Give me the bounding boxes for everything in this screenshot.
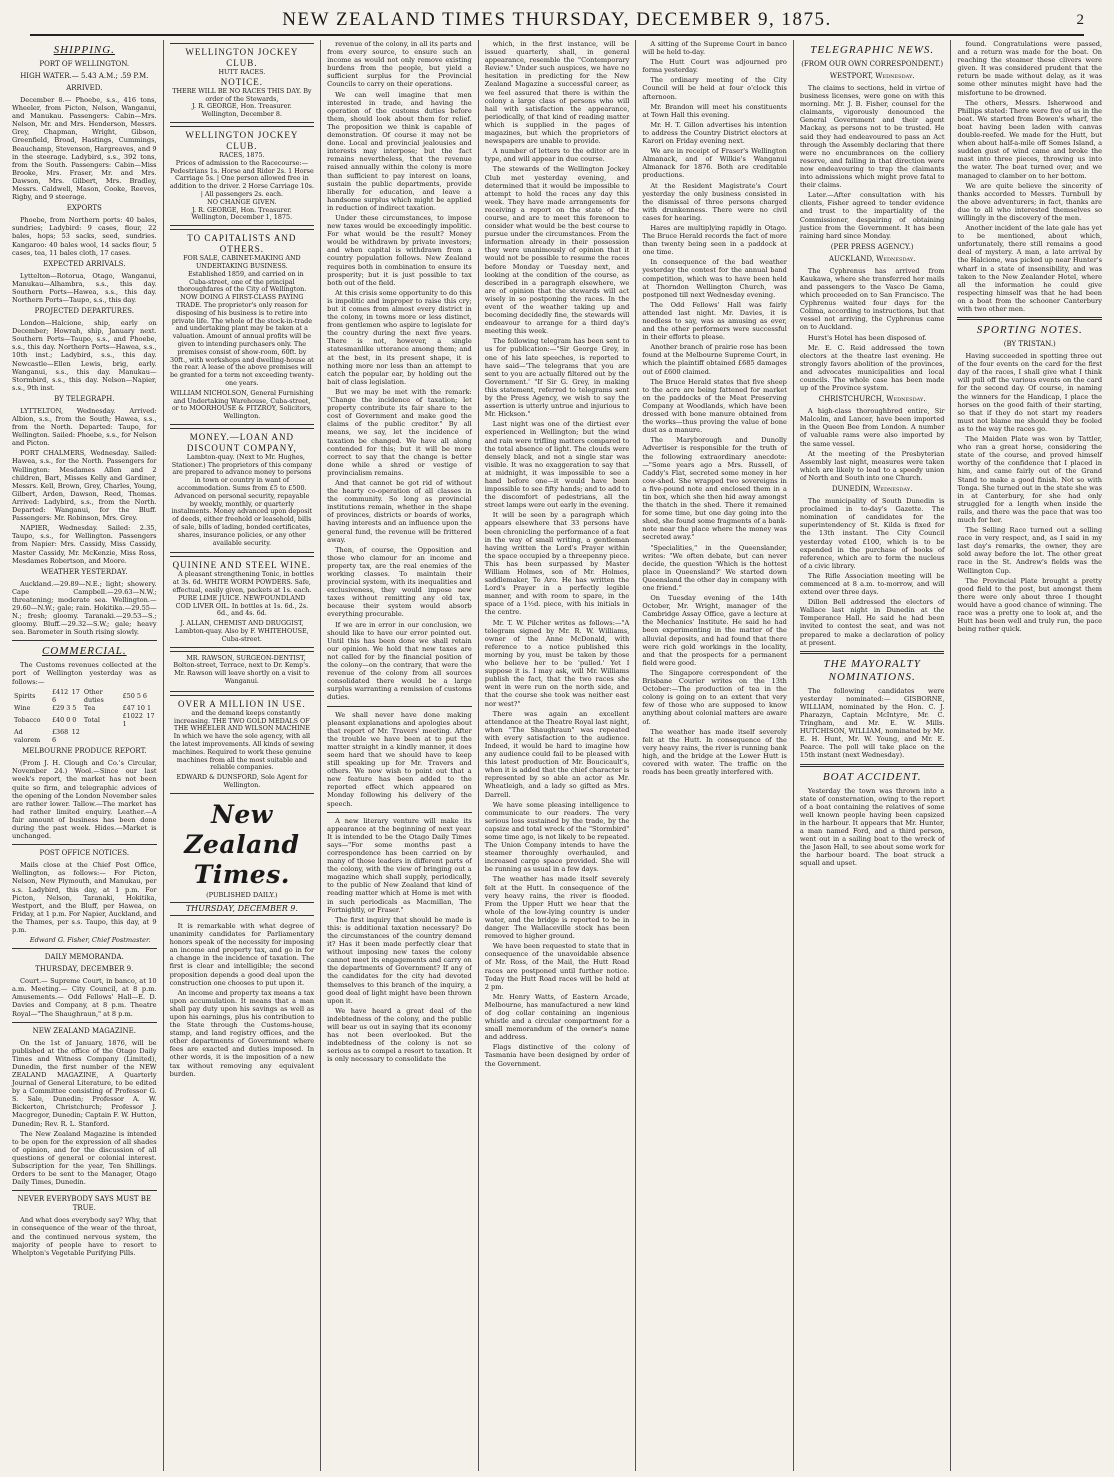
news-paragraph: The Singapore correspondent of the Brisbane Courier writes on the 13th October:—The production of tea in the colony is going on to an extent that very few of those who are supposed to know anything about colonial matters are aware of.	[642, 668, 787, 726]
news-paragraph: There was again an excellent attendance at the Theatre Royal last night, when "The Shaughraun" was repeated with every satisfaction to the audience. Indeed, it would be hard to imagine how any audience could fail to be pleased with this latest production of Mr. Boucicault's, when it is added that the chief character is represented by so able an actor as Mr. Wheatleigh, and a lady so gifted as Mrs. Darrell.	[484, 709, 630, 799]
ad-date: Wellington, December 1, 1875.	[191, 213, 293, 222]
table-cell: £412 17 6	[51, 687, 80, 704]
news-paragraph: A sitting of the Supreme Court in banco will be held to-day.	[642, 40, 787, 57]
ad-heading: WELLINGTON JOCKEY CLUB.	[185, 47, 299, 68]
table-cell: Other duties	[83, 687, 104, 704]
ad-body: and the demand keeps constantly increasing. THE TWO GOLD MEDALS OF THE WHEELER AND WILSON MACHINE In which we have the sole agency, with all the latest improvements. All kinds of sewing machines. Required to work these genuine machines from all the most suitable and reliable companies.	[169, 708, 314, 772]
news-paragraph: The stewards of the Wellington Jockey Club met yesterday evening, and determined that it would be impossible to attempt to hold the races any day this week. They have made arrangements for receiving a report on the state of the course, and are to meet this forenoon to consider what would be the best course to pursue under the circumstances. From the information already in their possession they were unanimously of opinion that it would not be possible to resume the races before Monday or Tuesday next, and looking at the condition of the course, as described in a paragraph elsewhere, we are of opinion that the stewards will act wisely in so postponing the races. In the event of the weather taking up and becoming decidedly fine, the stewards will endeavour to arrange for a third day's meeting this week.	[484, 165, 630, 336]
expected-text: Lyttelton—Rotorua, Otago, Wanganui, Manukau—Alhambra, s.s., this day. Southern Ports—Hawea, s.s., this day. Northern Ports—Taupo, s.s., this day.	[12, 271, 157, 304]
ad-subheading: RACES, 1875.	[219, 150, 265, 159]
columns	[6, 40, 1108, 1471]
news-paragraph: At the meeting of the Presbyterian Assembly last night, measures were taken which are likely to lead to a speedy union of North and South into one Church.	[799, 449, 945, 482]
divider	[800, 651, 945, 654]
news-paragraph: We are in receipt of Fraser's Wellington Almanack, and of Wilkie's Wanganui Almanack for 1876. Both are creditable productions.	[642, 147, 787, 180]
published-note: (PUBLISHED DAILY.)	[206, 890, 278, 899]
column-2	[164, 40, 322, 1471]
news-paragraph: Hurst's Hotel has been disposed of.	[807, 333, 927, 342]
boat-accident-heading: BOAT ACCIDENT.	[822, 770, 922, 783]
leader-paragraph: And that cannot be got rid of without the hearty co-operation of all classes in the community. So long as provincial institutions remain, whether in the shape of provinces, districts or boards of works, having interests and an influence upon the general fund, the revenue will be frittered away.	[327, 478, 472, 544]
page-number: 2	[1076, 11, 1084, 28]
magazine-heading: NEW ZEALAND MAGAZINE.	[32, 1026, 136, 1035]
leader-paragraph: Then, of course, the Opposition and those who clamour for an income and property tax, are the real enemies of the working classes. To maintain their provincial system, with its inequalities and exclusiveness, they would impose new taxes without remitting any old tax, because their system would absorb everything procurable.	[327, 545, 472, 619]
leader-paragraph: revenue of the colony, in all its parts and from every source, to ensure such an income as would not only remove existing burdens from the people, but yield a sufficient surplus for the Provincial Councils to carry on their operations.	[327, 40, 472, 89]
table-row	[12, 704, 157, 712]
news-paragraph: Mr. Brandon will meet his constituents at Town Hall this evening.	[642, 102, 787, 119]
news-paragraph: Flags distinctive of the colony of Tasmania have been designed by order of the Government.	[484, 1043, 630, 1068]
dentist-ad	[170, 651, 315, 692]
weather-heading: WEATHER YESTERDAY.	[41, 567, 128, 576]
high-water: HIGH WATER.— 5.43 A.M.; .59 P.M.	[20, 72, 149, 80]
table-cell: Wine	[14, 703, 31, 712]
news-paragraph: Mr. H. T. Gillon advertises his intention to address the Country District electors at Karori on Friday evening next.	[642, 120, 787, 146]
news-paragraph: The Cyphrenus has arrived from Kaukawa, where she transferred her mails and passengers to the Vasco De Gama, which proceeded on to San Francisco. The Cyphrenus waited four days for the Colima, according to instructions, but that vessel not arriving, the Cyphrenus came on to Auckland.	[799, 266, 945, 332]
news-paragraph: The Provincial Plate brought a pretty good field to the post, but amongst them there were only about three I thought would have a good chance of winning. The race was a pretty one to look at, and the Hutt has been well and truly run, the pace being rather quick.	[957, 576, 1103, 634]
news-paragraph: On Tuesday evening of the 14th October, Mr. Wright, manager of the Cambridge Assay Office, gave a lecture at the Mechanics' Institute. He said he had been experimenting in the matter of the alluvial deposits, and had found that there were rich gold workings in the locality, and that the prospects for a permanent field were good.	[642, 594, 787, 667]
table-row	[12, 688, 157, 704]
ad-heading: TO CAPITALISTS AND OTHERS.	[187, 233, 297, 255]
divider	[327, 812, 472, 813]
jockey-club-races	[170, 126, 315, 226]
table-cell: £368 12 6	[51, 728, 80, 745]
news-paragraph: The following candidates were yesterday nominated:— GISBORNE, WILLIAM, nominated by the Hon. C. J. Pharazyn, Captain McIntyre, Mr. C. Tringham, and Mr. E. W. Mills. HUTCHISON, WILLIAM, nominated by Mr. E. H. Hunt, Mr. W. Young, and Mr. E. Pearce. The poll will take place on the 15th instant (next Wednesday).	[799, 686, 945, 760]
column-5	[636, 40, 794, 1471]
memo-date: THURSDAY, DECEMBER 9.	[35, 965, 134, 974]
ad-heading: OVER A MILLION IN USE.	[177, 698, 306, 709]
table-cell: Spirits	[14, 691, 36, 700]
divider	[800, 764, 945, 767]
sewing-machine-ad	[170, 695, 315, 794]
leader-paragraph: We shall never have done making pleasant explanations and apologies about that report of Mr. Travers' meeting. After the trouble we have been at to put the matter straight in a kindly manner, it does seem hard that we should have to keep still speaking up for Mr. Travers and others. We now wish to point out that a new feature has been added to the reported effect which appeared on Monday following his delivery of the speech.	[327, 710, 472, 808]
divider	[12, 1190, 157, 1191]
news-paragraph: In consequence of the bad weather yesterday the contest for the annual band competition, which was to have been held at Thorndon Wellington Church, was postponed till next Wednesday evening.	[642, 258, 787, 299]
news-paragraph: The Odd Fellows' Hall was fairly attended last night. Mr. Davies, it is needless to say, was as amusing as ever, and the other performers were successful in their efforts to please.	[642, 300, 787, 342]
magazine-text-2: The New Zealand Magazine is intended to be open for the expression of all shades of opinion, and for the discussion of all questions of general or colonial interest. Subscription for the year, Ten Shillings. Orders to be sent to the Manager, Otago Daily Times, Dunedin.	[12, 1129, 157, 1187]
truth-text: And what does everybody say? Why, that in consequence of the wear of the throat, and the continued nervous system, the majority of people have to resort to Whelpton's Vegetable Purifying Pills.	[12, 1216, 157, 1257]
ad-notice: NOTICE.	[220, 76, 263, 87]
produce-heading: MELBOURNE PRODUCE REPORT.	[22, 747, 147, 756]
shipping-heading: SHIPPING.	[53, 44, 115, 56]
ad-body: Prices of admission to the Racecourse:— Pedestrians 1s. Horse and Rider 2s. 1 Horse Carriage 5s. | One person allowed free in addition to the driver. 2 Horse Carriage 10s. | All passengers 2s. each.	[169, 158, 314, 198]
news-paragraph: Another branch of prairie rose has been found at the Melbourne Supreme Court, in which the plaintiff obtained £685 damages out of £600 claimed.	[642, 343, 787, 376]
ad-heading: MONEY.—LOAN AND DISCOUNT COMPANY,	[186, 431, 297, 453]
leader-paragraph: Under these circumstances, to impose new taxes would be exceedingly impolitic. For what would be the result? Money would be withdrawn by private investors; and when capital is withdrawn from a country population follows. New Zealand requires both in combination to ensure its prosperity; but it is just possible to tax both out of the field.	[327, 213, 472, 287]
news-paragraph: The claims to sections, held in virtue of business licenses, were gone on with this morning. Mr. J. B. Fisher, counsel for the claimants, vigorously denounced the General Government and their agent Mackay, as persons not to be trusted. He said they had endeavoured to pass an Act through the Assembly declaring that there were no encumbrances on the colliery reserve, and failing in that direction were now endeavouring to trap the claimants into admissions which might prove fatal to their claims.	[799, 84, 945, 190]
news-paragraph: The Maiden Plate was won by Tattler, who ran a great horse, considering the state of the course, and proved himself worthy of the confidence that I placed in him, and came fairly out of the Grand Stand to make a good finish. Not so with Tonga. She turned out in the state she was in at Canterbury, for she had only struggled for a length when inside the rails, and there was the pace that was too much for her.	[957, 435, 1103, 524]
news-paragraph: The weather has made itself severely felt at the Hutt. In consequence of the very heavy rains, the river is running bank high, and the bridge at the Lower Hutt is covered with water. The traffic on the roads has been greatly interfered with.	[642, 727, 787, 777]
arrived-text: December 8.— Phoebe, s.s., 416 tons, Wheeler, from Picton, Nelson, Wanganui, and Manukau. Passengers: Cabin—Mrs. Nelson, Mr. and Mrs. Henderson, Messrs. Grey, Chapman, Wright, Gibson, Greenfield, Broad, Hastings, Cummings, Beauchamp, Stevenson, Hargreaves, and 9 in the steerage. Ladybird, s.s., 392 tons, from the South. Passengers: Cabin—Miss Brooke, Mrs. Fraser, Mr. and Mrs. Dawson, Mrs. Gilbert, Mrs. Bradley, Messrs. Caldwell, Mason, Cooke, Reeves, Rigby, and 9 steerage.	[12, 96, 157, 202]
ad-body: Established 1859, and carried on in Cuba-street, one of the principal thoroughfares of the City of Wellington. NOW DOING A FIRST-CLASS PAYING TRADE. The proprietor's only reason for disposing of his business is to retire into private life. The whole of the stock-in-trade and undertaking plant may be taken at a valuation. Amount of annual profits will be given to intending purchasers only. The premises consist of show-room, 60ft. by 30ft., with workshops and dwelling-house at the rear. A lease of the above premises will be granted for a term not exceeding twenty-one years.	[169, 269, 314, 387]
table-cell: £1022 17 1	[122, 711, 155, 728]
napier-text: NAPIER, Wednesday. Sailed: 2.35, Taupo, s.s., for Wellington. Passengers from Napier: Mrs. Cassidy, Miss Cassidy, Master Cassidy, Mr. McKenzie, Miss Ross, Mesdames Robertson, and Moore.	[12, 524, 157, 565]
post-heading: POST OFFICE NOTICES.	[39, 849, 130, 858]
memo-heading: DAILY MEMORANDA.	[44, 953, 124, 962]
table-cell	[82, 728, 121, 744]
news-paragraph: We have some pleasing intelligence to communicate to our readers. The very serious loss sustained by the trade, by the capsize and total wreck of the "Stormbird" some time ago, is not likely to be repeated. The Union Company intends to have the steamer thoroughly overhauled, and increased cargo space provided. She will be running as usual in a few days.	[484, 800, 630, 874]
commercial-heading: COMMERCIAL.	[41, 645, 127, 658]
ad-signoff: J. R. GEORGE, Hon. Treasurer.	[191, 102, 292, 111]
news-paragraph: At the Resident Magistrate's Court yesterday the only business consisted in the dismissal of three persons charged with drunkenness. There were no civil cases for hearing.	[642, 181, 787, 222]
sporting-subheading: (BY TRISTAN.)	[1003, 340, 1056, 349]
table-cell	[121, 728, 157, 744]
ad-subheading: FOR SALE, CABINET-MAKING AND UNDERTAKING BUSINESS.	[183, 254, 301, 270]
leader-paragraph: At this crisis some opportunity to do this is impolitic and improper to raise this cry; but it comes from almost every district in the colony, in towns more or less distinct, from gentlemen who aspire to legislate for the country during the next five years. There is not, however, a single statesmanlike utterance among them; and at the best, in its present shape, it is nothing more nor less than an attempt to catch the popular ear, by holding out the bait of class legislation.	[327, 288, 472, 386]
commercial-text: The Customs revenues collected at the port of Wellington yesterday was as follows:—	[12, 661, 157, 686]
table-cell: £47 10 1	[122, 703, 152, 712]
customs-table	[12, 688, 157, 745]
divider	[12, 640, 157, 641]
table-cell: £50 5 6	[122, 691, 147, 700]
capitalists-ad	[170, 229, 315, 425]
memo-text: Court.— Supreme Court, in banco, at 10 a.m. Meeting.— City Council, at 8 p.m. Amusements.— Odd Fellows' Hall—E. D. Davies and Company, at 8 p.m. Theatre Royal—"The Shaughraun," at 8 p.m.	[12, 977, 157, 1018]
weather-text: Auckland.—29.89—N.E.; light; showery. Cape Campbell.—29.63—N.W.; threatening; moderate sea. Wellington.—29.60—N.W.; gale; rain. Hokitika.—29.55—N.; fresh; gloomy. Taranaki.—29.53—S.; gloomy. Bluff.—29.32—S.W.; gale; heavy sea. Barometer in South rising slowly.	[12, 579, 157, 637]
money-loan-ad	[170, 428, 315, 554]
news-paragraph: The Bruce Herald states that five sheep to the acre are being fattened for market on the paddocks of the Meat Preserving Company at Woodlands, which have been dressed with bone manure obtained from the works—thus proving the value of bone dust as a manure.	[642, 377, 787, 435]
news-paragraph: The following telegram has been sent to us for publication:—"Sir George Grey, in one of his late speeches, is reported to have said—'The telegrams that you are sent to you are actually filtered out by the Government.' "If Sir G. Grey, in making this statement, referred to telegrams sent by the Press Agency, we wish to say the assertion is utterly untrue and injurious to Mr. Hickson."	[484, 337, 630, 419]
news-paragraph: Having succeeded in spotting three out of the four events on the card for the first day of the races, I shall give what I think will pull off the various events on the card for the second day. Of course, in naming the winners for the Handicap, I place the horses on the good faith of their starting, so that if they do not start my readers must not blame me should they be fooled as to the way the races go.	[957, 352, 1103, 433]
port-heading: PORT OF WELLINGTON.	[39, 60, 130, 68]
masthead-title: NEW ZEALAND TIMES THURSDAY, DECEMBER 9, 1875.	[282, 9, 832, 30]
post-text: Mails close at the Chief Post Office, Wellington, as follows:— For Picton, Nelson, New Plymouth, and Manukau, per s.s. Ladybird, this day, at 1 p.m. For Picton, Nelson, Taranaki, Hokitika, Westport, and the Bluff, per Hawea, on Friday, at 1 p.m. For Napier, Auckland, and the Thames, per s.s. Taupo, this day, at 9 p.m.	[12, 861, 157, 934]
leader-paragraph: An income and property tax means a tax upon accumulation. It means that a man shall pay duty upon his savings as well as upon his earnings, plus his contribution to the State through the Customs-house, stamp, and land registry offices, and the other departments of Government where fees are exacted and duties imposed. In other words, it is the imposition of a new tax without removing any equivalent burden.	[169, 988, 315, 1078]
news-paragraph: The municipality of South Dunedin is proclaimed in to-day's Gazette. The nomination of candidates for the superintendency of St. Kilda is fixed for the 13th instant. The City Council yesterday voted £100, which is to be expended in the purchase of books of reference, which are to form the nucleus of a civic library.	[799, 497, 945, 570]
table-cell: Total	[83, 715, 100, 724]
table-cell: Tea	[83, 703, 96, 712]
ad-heading: QUININE AND STEEL WINE.	[172, 560, 312, 571]
news-paragraph: We have been requested to state that in consequence of the unavoidable absence of Mr. Ross, of the Mail, the Hutt Road races are postponed until further notice. Today the Hutt Road races will be held at 2 pm.	[484, 942, 630, 991]
news-paragraph: The Rifle Association meeting will be commenced at 8 a.m. to-morrow, and will extend over three days.	[799, 571, 945, 597]
magazine-text: On the 1st of January, 1876, will be published at the office of the Otago Daily Times and Witness Company (Limited), Dunedin, the first number of the NEW ZEALAND MAGAZINE, A Quarterly Journal of General Literature, to be edited by a Committee consisting of Professor G. S. Sale, Dunedin; Professor A. W. Bickerton, Christchurch; Professor J. Macgregor, Dunedin; Captain F. W. Hutton, Dunedin; Rev. R. L. Stanford.	[12, 1038, 157, 1128]
quinine-ad	[170, 556, 315, 647]
news-paragraph: Mr. E. C. Reid addressed the town electors at the theatre last evening. He strongly favors abolition of the provinces, and advocates municipalities and local councils. The whole case has been made up of the Province system.	[799, 343, 945, 393]
news-paragraph: We are quite believe the sincerity of thanks accorded to Messrs. Turnbull by the above adventurers; in fact, thanks are due to all who interested themselves so willingly in the discovery of the men.	[957, 181, 1103, 222]
telegraphic-subheading: (FROM OUR OWN CORRESPONDENT.)	[801, 60, 944, 68]
produce-text: (From J. H. Clough and Co.'s Circular, November 24.) Wool.—Since our last week's report, the market has not been quite so firm, and telegraphic advices of the opening of the London November sales are rather lower. Tallow.—The market has had rather limited enquiry. Leather.—A fair amount of business has been done during the past week. Hides.—Market is unchanged.	[12, 759, 157, 841]
projected-heading: PROJECTED DEPARTURES.	[34, 307, 134, 316]
news-paragraph: Mr. T. W. Pilcher writes as follows:—"A telegram signed by Mr. R. W. Williams, owner of the Anne McDonald, with reference to a notice published this morning by you, must be taken by those who believe her to be 'pulled.' Yet I suppose it is. I may ask, will Mr. Williams publish the fact, that the two races she went in were run on the north side, and that the course she took was neither east nor west?"	[484, 618, 630, 708]
news-paragraph: Yesterday the town was thrown into a state of consternation, owing to the report of a boat containing the relatives of some well known people having been capsized in the harbour. It appears that Mr. Hunter, a man named Ford, and a third person, went out in a sailing boat to the wreck of the Jason Hall, to see about some work for the harbour board. The boat struck a squall and upset.	[799, 786, 945, 868]
exports-text: Phoebe, from Northern ports: 40 bales, sundries; Ladybird: 9 cases, flour, 22 bales, hops; 53 sacks, seed, sundries. Kangaroo: 40 bales wool, 14 sacks flour, 5 cases, tea, 11 bales cloth, 17 cases.	[12, 216, 157, 257]
leader-paragraph: A new literary venture will make its appearance at the beginning of next year. It is intended to be the Otago Daily Times says—"For some months past a correspondence has been carried on by many of those leaders in different parts of the colony, with the view of bringing out a magazine which shall supply, periodically, to the public of New Zealand that kind of reading matter which at Home is met with in such periodicals as Macmillan, The Fortnightly, or Fraser."	[327, 816, 472, 914]
news-paragraph: "Specialities," in the Queenslander, writes: "We often debate, but can never decide, the question 'Which is the hottest place in Queensland?' We started down Queensland the other day in company with one friend."	[642, 543, 787, 592]
exports-heading: EXPORTS	[66, 204, 102, 213]
dateline-dunedin: DUNEDIN, Wednesday.	[831, 485, 913, 494]
truth-heading: NEVER EVERYBODY SAYS MUST BE TRUE.	[17, 1195, 152, 1213]
jockey-club-notice	[170, 43, 315, 123]
divider	[12, 948, 157, 949]
table-row	[12, 712, 157, 728]
arrived-heading: ARRIVED.	[66, 84, 103, 92]
leader-paragraph: We have heard a great deal of the indebtedness of the colony, and the public will bear us out in saying that its economy has not been overlooked. But the indebtedness of the colony is not so serious as to compel a resort to taxation. It is only necessary to consolidate the	[327, 1006, 472, 1064]
news-paragraph: Dillon Bell addressed the electors of Wallace last night in Dunedin at the Temperance Hall. He said he had been invited to contest the seat, and was not prepared to make a declaration of policy at present.	[799, 598, 945, 647]
divider	[327, 706, 472, 707]
dateline-christchurch: CHRISTCHURCH, Wednesday.	[818, 395, 926, 404]
column-3	[321, 40, 479, 1471]
table-row	[12, 728, 157, 744]
leader-paragraph: The first inquiry that should be made is this: is additional taxation necessary? Do the circumstances of the country demand it? Has it been made perfectly clear that without imposing new taxes the colony cannot meet its engagements and carry on the departments of Government? If any of the candidates for the city had devoted themselves to this branch of the inquiry, a good deal of light might have been thrown upon it.	[327, 915, 472, 1005]
news-paragraph: The Hutt Court was adjourned pro forma yesterday.	[642, 58, 787, 75]
editorial-dateline: THURSDAY, DECEMBER 9.	[170, 902, 315, 916]
news-paragraph: Later.—After consultation with his clients, Fisher agreed to tender evidence and trust to the impartiality of the Commissioner, despairing of obtaining justice from the Government. It has been raining hard since Monday.	[799, 191, 945, 240]
news-paragraph: The Maryborough and Dunolly Advertiser is responsible for the truth of the following extraordinary anecdote:—"Some years ago a Mrs. Russell, of Caddy's Flat, secreted some money in her cow-shed. She wrapped two sovereigns in a five-pound note and enclosed them in a tin box, which she then hid away amongst the thatch in the shed. There it remained for some time, but one day going into the shed, she found some fragments of a bank-note near the place where the money was secreted away."	[642, 436, 787, 542]
ad-date: Wellington, December 8.	[201, 110, 282, 119]
dateline-auckland: AUCKLAND, Wednesday.	[828, 254, 916, 263]
ad-body: MR. RAWSON, SURGEON-DENTIST, Bolton-street, Terrace, next to Dr. Kemp's. Mr. Rawson will leave shortly on a visit to Wanganui.	[173, 653, 311, 686]
news-paragraph: The ordinary meeting of the City Council will be held at four o'clock this afternoon.	[642, 76, 787, 101]
projected-text: London—Halcione, ship, early on December; Howrah, ship, January next. Southern Ports—Taupo, s.s., and Phoebe, s.s., this day. Northern Ports—Hawea, s.s., 10th inst.; Ladybird, s.s., this day. Newcastle—Ellen Lewis, brig, early. Wanganui, s.s., this day. Manukau—Stormbird, s.s., this day. Nelson—Napier, s.s., 9th inst.	[12, 319, 157, 392]
leader-paragraph: If we are in error in our conclusion, we should like to have our error pointed out. Until this has been done we shall retain our opinion. We hold that new taxes are not called for by the financial position of the colony—on the contrary, that were the revenue of the colony from all sources consolidated there would be a large surplus warranting a remission of customs duties.	[327, 620, 472, 702]
ad-signoff: J. R. GEORGE, Hon. Treasurer.	[191, 205, 292, 214]
table-cell: Tobacco	[14, 715, 41, 724]
news-paragraph: A high-class thoroughbred entire, Sir Malcolm, and Lancer, have been imported in the Queen Bee from London. A number of valuable rams were also imported by the same vessel.	[799, 407, 945, 448]
news-paragraph: The Selling Race turned out a selling race in very respect, and, as I said in my last day's remarks, the owner, they are sold away before the lot. The other great race in the St. Andrew's fields was the Wellington Cup.	[957, 526, 1103, 575]
press-agency-subheading: (PER PRESS AGENCY.)	[830, 242, 914, 251]
telegraph-heading: BY TELEGRAPH.	[54, 394, 115, 403]
telegraphic-heading: TELEGRAPHIC NEWS.	[810, 44, 935, 56]
divider	[12, 844, 157, 845]
news-paragraph: The weather has made itself severely felt at the Hutt. In consequence of the very heavy rains, the river is flooded. From the Upper Hutt we hear that the whole of the low-lying country is under water, and the bridge is reported to be in danger. The Wallaceville stock has been removed to higher ground.	[484, 875, 630, 941]
divider	[957, 317, 1102, 320]
news-paragraph: Mr. Henry Watts, of Eastern Arcade, Melbourne, has manufactured a new kind of dog collar containing an ingenious whistle and a circular compartment for a small memorandum of the owner's name and address.	[484, 992, 630, 1042]
masthead	[30, 6, 1084, 36]
news-paragraph: found. Congratulations were passed, and a return was made for the boat. On reaching the steamer these clivers were given. It was considered prudent that the return be made without delay, as it was some other minutes might have had the misfortune to be drowned.	[957, 40, 1103, 97]
column-1	[6, 40, 164, 1471]
table-cell: £40 0 0	[51, 715, 77, 724]
dateline-westport: WESTPORT, Wednesday.	[829, 72, 915, 80]
leader-paragraph: It is remarkable with what degree of unanimity candidates for Parliamentary honors speak of the necessity for imposing an income and property tax, and go in for a change in the incidence of taxation. The first is clear and intelligible; the second proposition depends a good deal upon the construction one chooses to put upon it.	[169, 921, 315, 987]
sporting-heading: SPORTING NOTES.	[976, 324, 1083, 337]
divider	[12, 1022, 157, 1023]
telegraph-text: LYTTELTON, Wednesday. Arrived: Albion, s.s., from the South; Hawea, s.s., from the North. Departed: Taupo, for Wellington. Sailed: Phoebe, s.s., for Nelson and Picton.	[12, 406, 157, 448]
column-6	[794, 40, 952, 1471]
table-cell: £29 3 5	[51, 703, 77, 712]
ad-body: Lambton-quay. (Next to Mr. Hughes, Stationer.) The proprietors of this company are prepared to advance money to persons in town or country in want of accommodation. Sums from £5 to £500. Advanced on personal security, repayable by weekly, monthly, or quarterly instalments. Money advanced upon deposit of deeds, either freehold or leasehold, bills of sale, bills of lading, bonded certificates, shares, insurance policies, or any other available security.	[171, 452, 313, 547]
ad-signoff: J. ALLAN, CHEMIST AND DRUGGIST, Lambton-quay. Also by F. WHITEHOUSE, Cuba-street.	[175, 619, 309, 643]
table-cell: Ad valorem	[14, 728, 41, 745]
ad-body: THERE WILL BE NO RACES THIS DAY. By order of the Stewards,	[172, 86, 312, 103]
port-chalmers-text: PORT CHALMERS, Wednesday. Sailed: Hawea, s.s., for the North. Passengers for Wellington: Mesdames Allen and 2 children, Bart, Misses Kelly and Gardiner, Messrs. Kell, Brown, Grey, Charles, Young, Gilbert, Arden, Dawson, Reed, Thomas. Arrived: Ladybird, s.s., from the North. Departed: Wanganui, for the Bluff. Passengers: Mr. Robinson, Mrs. Grey.	[12, 449, 157, 523]
news-paragraph: Last night was one of the dirtiest ever experienced in Wellington; but the wind and rain were trifling matters compared to the total absence of light. The clouds were densely black, and not a single star was visible. It was no exaggeration to say that at midnight, it was impossible to see a hand before one—it would have been impossible to see fifty hands; and to add to the discomfort of pedestrians, all the street lamps were out early in the evening.	[484, 420, 630, 510]
news-paragraph: The others, Messrs. Isherwood and Phillips stated: There were five of us in the boat. We started from Bowen's wharf, the boat having been laden with canvas double-reefed. We made for the Hutt, but when about half-a-mile off Somes Island, a sudden gust of wind came and broke the mast into three pieces, throwing us into the water. The boat turned over, and we managed to clamber on to her bottom.	[957, 98, 1103, 180]
news-paragraph: It will be seen by a paragraph which appears elsewhere that 33 persons have been chronicling the performance of a feat in the way of small writing, a gentleman having written the Lord's Prayer within the space occupied by a threepenny piece. This has been surpassed by Master William Holmes, son of Mr. Holmes, saddlemaker, Te Aro. He has written the Lord's Prayer in a perfectly legible manner, and with room to spare, in the space of a 1½d. piece, with his initials in the centre.	[484, 511, 630, 617]
ad-subheading: HUTT RACES.	[218, 68, 266, 76]
news-paragraph: Hares are multiplying rapidly in Otago. The Bruce Herald records the fact of more than twenty being seen in a paddock at one time.	[642, 223, 787, 257]
newspaper-nameplate: New Zealand Times.	[184, 799, 300, 889]
news-paragraph: which, in the first instance, will be issued quarterly, shall, in general appearance, resemble the "Contemporary Review." Under such auspices, we have no hesitation in predicting for the New Zealand Magazine a successful career, as we feel assured that there is within the colony a large class of persons who will hail with satisfaction the appearance, periodically, of that kind of reading matter which is supplied in the pages of magazines, but which the proprietors of newspapers are unable to provide.	[484, 40, 630, 146]
ad-signoff: EDWARD & DUNSFORD, Sole Agent for Wellington.	[176, 773, 308, 789]
column-4	[479, 40, 637, 1471]
column-7	[951, 40, 1108, 1471]
mayoralty-heading: THE MAYORALTY NOMINATIONS.	[823, 657, 921, 683]
news-paragraph: A number of letters to the editor are in type, and will appear in due course.	[484, 147, 630, 164]
news-paragraph: Another incident of the late gale has yet to be mentioned, about which, unfortunately, there still remains a good deal of mystery. A man, a late arrival by the Halcione, was picked up near Hunter's wharf in a state of insensibility, and was taken to the New Zealander Hotel, where all the information he could give respecting himself was that he had been on a boat from the schooner Canterbury with two other men.	[957, 224, 1103, 313]
leader-paragraph: But we may be met with the remark: "Change the incidence of taxation; let property contribute its fair share to the cost of Government and make good the claims of the public creditor." By all means, we say, let the incidence of taxation be changed. We have all along contended for this; but it will be more correct to say that the change is better done while a shred or vestige of provincialism remains.	[327, 387, 472, 477]
post-signoff: Edward G. Fisher, Chief Postmaster.	[29, 936, 151, 945]
ad-signoff: WILLIAM NICHOLSON, General Furnishing and Undertaking Warehouse, Cuba-street, or to MOORHOUSE & FITZROY, Solicitors, Wellington.	[170, 388, 314, 421]
ad-heading: WELLINGTON JOCKEY CLUB.	[185, 129, 299, 151]
leader-paragraph: We can well imagine that men interested in trade, and having the operation of the customs duties before them, should look about them for relief. The proposition we think is capable of demonstration. Of course it may not be done. Local and provincial jealousies and interests may interpose; but the fact remains nevertheless, that the revenue raised annually within the colony is more than sufficient to pay interest on loans, sustain the public departments, provide liberally for education, and leave a handsome surplus which might be applied in reduction of indirect taxation.	[327, 90, 472, 212]
ad-body: A pleasant strengthening Tonic, in bottles at 3s. 6d. WHITE WORM POWDERS. Safe, effectual, easily given, packets at 1s. each. PURE LIME JUICE. NEWFOUNDLAND COD LIVER OIL. In bottles at 1s. 6d., 2s. 6d., and 4s. 6d.	[172, 570, 314, 618]
ad-note: NO CHANGE GIVEN.	[207, 197, 277, 206]
expected-heading: EXPECTED ARRIVALS.	[43, 259, 126, 268]
